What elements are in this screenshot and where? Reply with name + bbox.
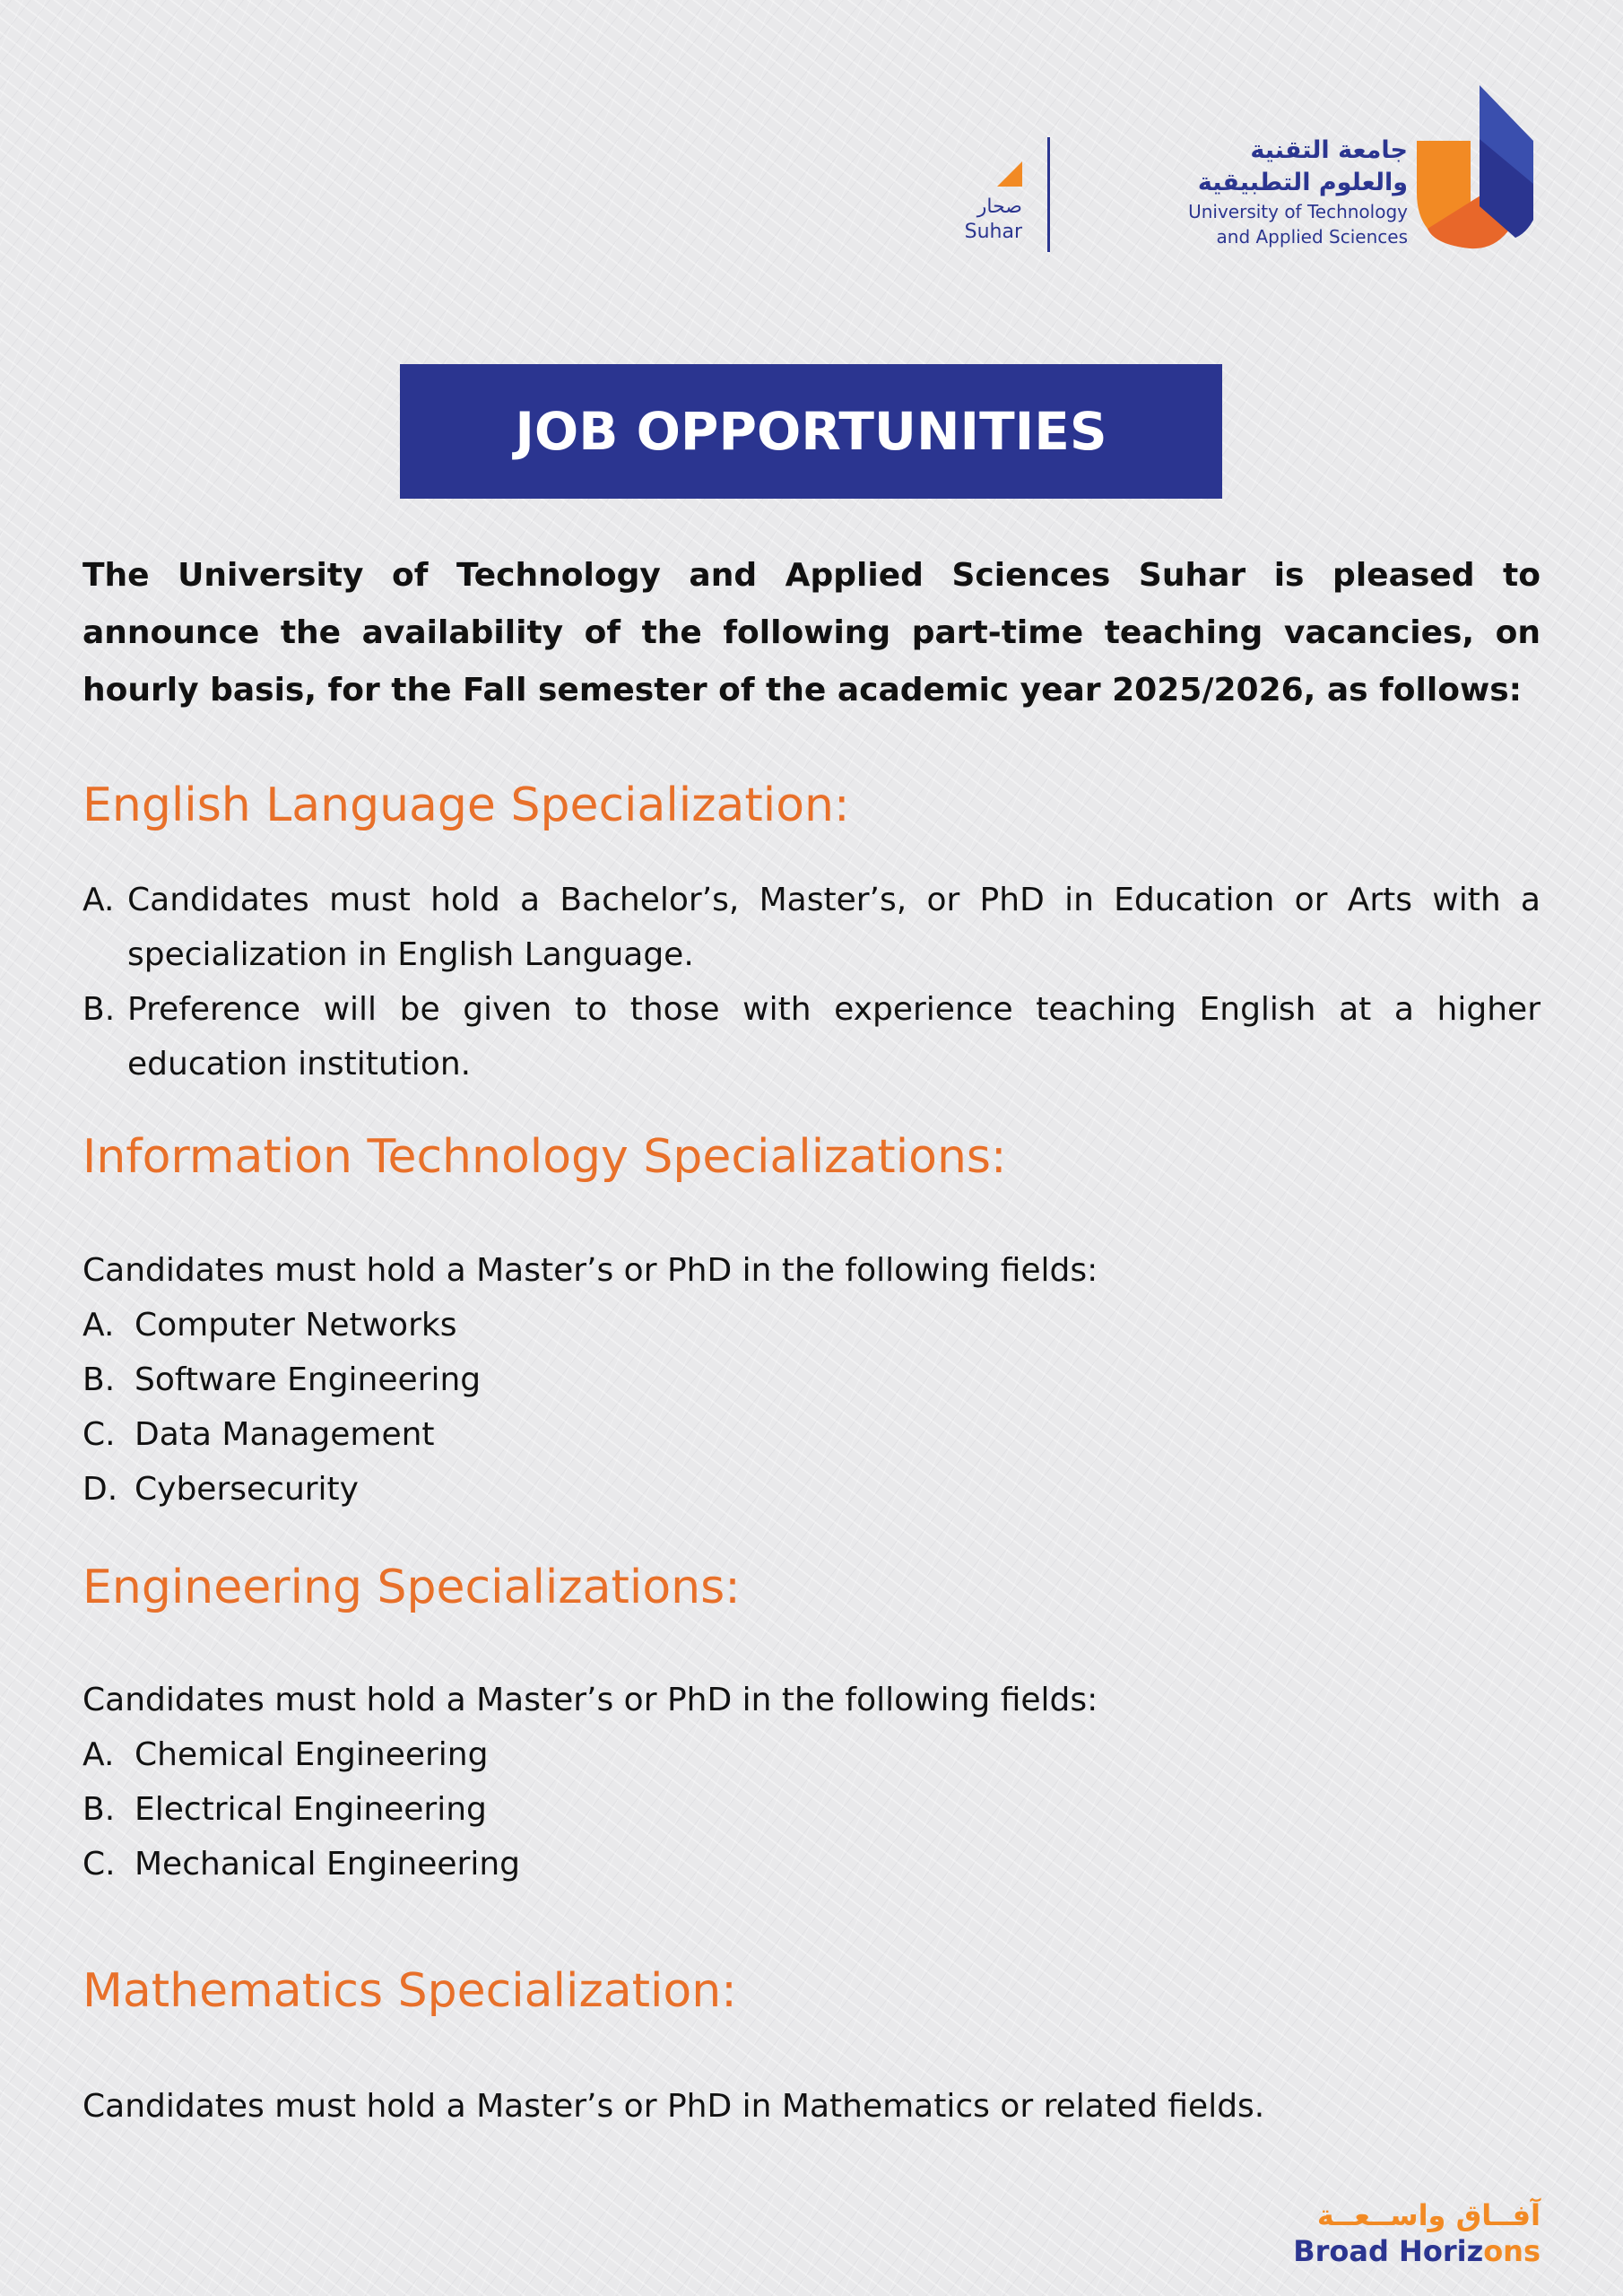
campus-triangle-icon <box>997 161 1022 187</box>
list-item-text: Data Management <box>135 1416 435 1453</box>
list-item <box>82 873 1541 982</box>
list-marker: B. <box>82 1791 116 1828</box>
list-item-text: Electrical Engineering <box>135 1791 487 1828</box>
section-heading-engineering: Engineering Specializations: <box>82 1561 741 1614</box>
list-item-text: Preference will be given to those with experience teaching English at a higher education institution. <box>127 991 1541 1083</box>
list-item-text: Software Engineering <box>135 1361 482 1398</box>
logo-divider <box>1047 137 1050 252</box>
it-fields-list <box>82 1298 1541 1517</box>
footer-english-accent: ons <box>1483 2234 1541 2268</box>
university-name <box>1188 135 1408 249</box>
list-marker: A. <box>82 882 115 918</box>
list-item-text: Mechanical Engineering <box>135 1846 520 1883</box>
logo-english-line1: University of Technology <box>1188 201 1408 222</box>
list-item <box>82 1782 1541 1837</box>
mathematics-lead-text: Candidates must hold a Master’s or PhD in Mathematics or related fields. <box>82 2088 1265 2125</box>
footer-slogan <box>1293 2197 1541 2269</box>
list-item-text: Computer Networks <box>135 1307 457 1344</box>
logo-arabic-line1: جامعة التقنية <box>1250 136 1408 164</box>
list-item <box>82 982 1541 1091</box>
list-item <box>82 1352 1541 1407</box>
campus-english: Suhar <box>964 221 1022 243</box>
list-item-text: Cybersecurity <box>135 1471 359 1508</box>
campus-arabic: صحار <box>976 196 1022 218</box>
it-lead-text: Candidates must hold a Master’s or PhD in the following fields: <box>82 1252 1098 1289</box>
intro-paragraph: The University of Technology and Applied Sciences Suhar is pleased to announce the availability of the following part-time teaching vacancies, on hourly basis, for the Fall semester of the academic year 2025/2026, as follows: <box>82 557 1541 709</box>
list-item <box>82 1298 1541 1352</box>
footer-english <box>1293 2233 1541 2269</box>
section-heading-english: English Language Specialization: <box>82 778 850 832</box>
university-emblem-icon <box>1417 85 1542 260</box>
engineering-fields-list <box>82 1727 1541 1892</box>
university-logo <box>915 85 1542 265</box>
footer-english-main: Broad Horiz <box>1293 2234 1484 2268</box>
list-item <box>82 1837 1541 1892</box>
logo-english-line2: and Applied Sciences <box>1216 226 1408 248</box>
list-marker: D. <box>82 1471 118 1508</box>
page-title: JOB OPPORTUNITIES <box>515 401 1107 462</box>
section-heading-mathematics: Mathematics Specialization: <box>82 1964 737 2018</box>
list-item-text: Chemical Engineering <box>135 1736 489 1773</box>
list-marker: C. <box>82 1416 116 1453</box>
list-item <box>82 1727 1541 1782</box>
section-heading-it: Information Technology Specializations: <box>82 1130 1007 1184</box>
list-marker: A. <box>82 1307 115 1344</box>
list-item-text: Candidates must hold a Bachelor’s, Master’s, or PhD in Education or Arts with a specialization in English Language. <box>127 882 1541 973</box>
list-marker: A. <box>82 1736 115 1773</box>
footer-arabic: آفــاق واســعــة <box>1316 2198 1541 2232</box>
list-marker: C. <box>82 1846 116 1883</box>
english-requirements-list <box>82 873 1541 1091</box>
engineering-lead-text: Candidates must hold a Master’s or PhD in the following fields: <box>82 1682 1098 1718</box>
list-marker: B. <box>82 1361 116 1398</box>
list-marker: B. <box>82 991 116 1028</box>
list-item <box>82 1462 1541 1517</box>
list-item <box>82 1407 1541 1462</box>
logo-arabic-line2: والعلوم التطبيقية <box>1197 169 1408 196</box>
title-banner <box>400 364 1222 499</box>
